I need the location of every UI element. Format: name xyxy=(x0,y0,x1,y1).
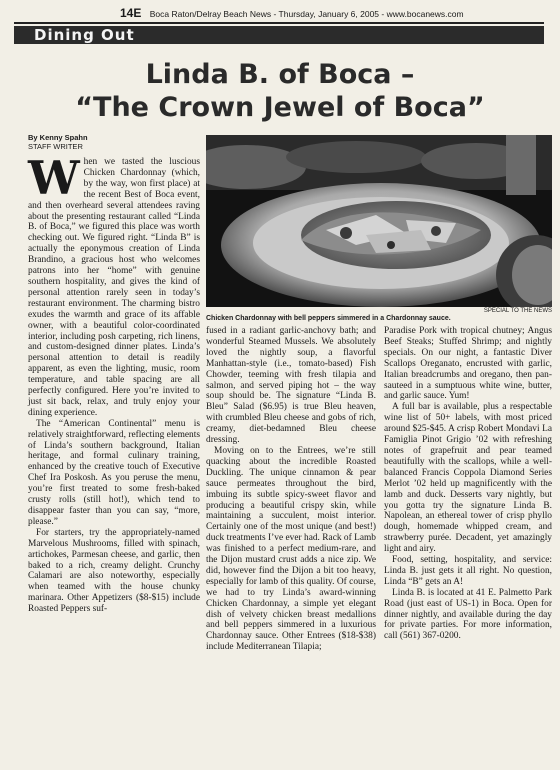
masthead xyxy=(120,6,540,20)
article-paragraph: For starters, try the appropriately-named Marvelous Mushrooms, filled with spinach, artichokes, Parmesan cheese, and garlic, then baked to a rich, creamy delight. Crunchy Calamari are also noteworthy, especially when teamed with the house chunky marinara. Other Appetizers ($8-$15) include Roasted Peppers suf- xyxy=(28,527,200,615)
photo-credit: SPECIAL TO THE NEWS xyxy=(483,308,552,314)
article-paragraph: Linda B. is located at 41 E. Palmetto Park Road (just east of US-1) in Boca. Open for dinner nightly, and available during the day for private parties. For more information, call (561) 367-0200. xyxy=(384,587,552,642)
page-number: 14E xyxy=(120,6,142,20)
article-paragraph: A full bar is available, plus a respectable wine list of 50+ labels, with most priced around $25-$45. A crisp Robert Mondavi La Famiglia Pinot Grigio ’02 with refreshing notes of grapefruit and pear teamed beautifully with the scallops, while a well-balanced Francis Coppola Diamond Series Merlot ’02 held up magnificently with the lamb and duck. Desserts vary nightly, but you gotta try the signature Linda B. Napolean, an ethereal tower of crisp phyllo dough, homemade whipped cream, and strawberry purée. Decadent, yet amazingly light and airy. xyxy=(384,402,552,555)
byline-role: STAFF WRITER xyxy=(28,142,83,151)
masthead-text: Boca Raton/Delray Beach News - Thursday, January 6, 2005 - www.bocanews.com xyxy=(149,9,464,19)
photo-caption: Chicken Chardonnay with bell peppers simmered in a Chardonnay sauce. xyxy=(206,315,451,322)
headline-line-2: “The Crown Jewel of Boca” xyxy=(75,92,485,123)
section-title: Dining Out xyxy=(34,26,135,44)
article-paragraph: The “American Continental” menu is relatively straightforward, reflecting elements of Linda’s southern background, Italian heritage, and formal culinary training, enhanced by the creative touch of Executive Chef Ira Poskosh. As you peruse the menu, you’re first treated to some fresh-baked crusty rolls (still hot!), which tend to disappear faster than you can say, “more, please.” xyxy=(28,418,200,527)
article-paragraph: fused in a radiant garlic-anchovy bath; and wonderful Steamed Mussels. We absolutely loved the nightly soup, a flavorful Manhattan-style (i.e., tomato-based) Fish Chowder, teeming with fresh tilapia and salmon, and served piping hot – the way soup should be. The signature “Linda B. Bleu” Salad ($6.95) is true Bleu heaven, with crumbled Bleu cheese and gobs of rich, creamy, diet-bedamned Bleu cheese dressing. xyxy=(206,326,376,446)
article-paragraph: Moving on to the Entrees, we’re still quacking about the incredible Roasted Duckling. The unique cinnamon & pear sauce permeates throughout the bird, imbuing its subtle spicy-sweet flavor and producing a beautiful crispy skin, while maintaining a succulent, moist interior. Certainly one of the most unique (and best!) duck treatments I’ve ever had. Rack of Lamb was finished to a perfect medium-rare, and the Dijon mustard crust adds a nice zip. We did, however find the Dijon a bit too heavy, especially for lamb of this quality. Of course, we had to try Linda’s award-winning Chicken Chardonnay, a simple yet elegant dish of velvety chicken breast medallions and bell peppers simmered in a luxurious Chardonnay sauce. Other Entrees ($18-$38) include Mediterranean Tilapia; xyxy=(206,445,376,653)
byline xyxy=(28,133,88,151)
drop-cap: W xyxy=(28,151,80,205)
byline-author: By Kenny Spahn xyxy=(28,133,88,142)
section-bar xyxy=(14,26,544,44)
headline-line-1: Linda B. of Boca – xyxy=(145,59,415,90)
article-column-1 xyxy=(28,151,200,615)
top-rule xyxy=(14,22,544,24)
article-column-3 xyxy=(384,326,552,642)
article-column-2 xyxy=(206,326,376,653)
article-paragraph: hen we tasted the luscious Chicken Chardonnay (which, by the way, won first place) at the recent Best of Boca event, and then overheard several attendees raving about the presenting restaurant called “Linda B. of Boca,” we figured this place was worth checking out. We figured right. “Linda B” is actually the eponymous creation of Linda Brandino, a gracious host who welcomes patrons into her “home” with genuine southern hospitality, and gives the kind of personal attention rarely seen in today’s restaurant environment. The charming bistro exudes the warmth and grace of its affable owner, with a beautiful color-coordinated interior, including posh carpeting, rich linens, and custom-designed dinner plates. Linda’s personal attention to detail is readily apparent, as even the lighting, music, room temperature, and table spacing are all perfectly configured. Here you’re invited to just sit back, relax, and truly enjoy your dining experience. xyxy=(28,157,200,418)
article-paragraph: Paradise Pork with tropical chutney; Angus Beef Steaks; Stuffed Shrimp; and nightly specials. On our night, a fantastic Diver Scallops Oreganato, encrusted with garlic, Italian breadcrumbs and oregano, then pan-sauteed in a sumptuous white wine, butter, and garlic sauce. Yum! xyxy=(384,326,552,402)
food-photo xyxy=(206,135,552,307)
headline xyxy=(20,58,540,124)
food-photo-illustration xyxy=(206,135,552,307)
article-paragraph: Food, setting, hospitality, and service: Linda B. just gets it all right. No question, Linda “B” gets an A! xyxy=(384,555,552,587)
